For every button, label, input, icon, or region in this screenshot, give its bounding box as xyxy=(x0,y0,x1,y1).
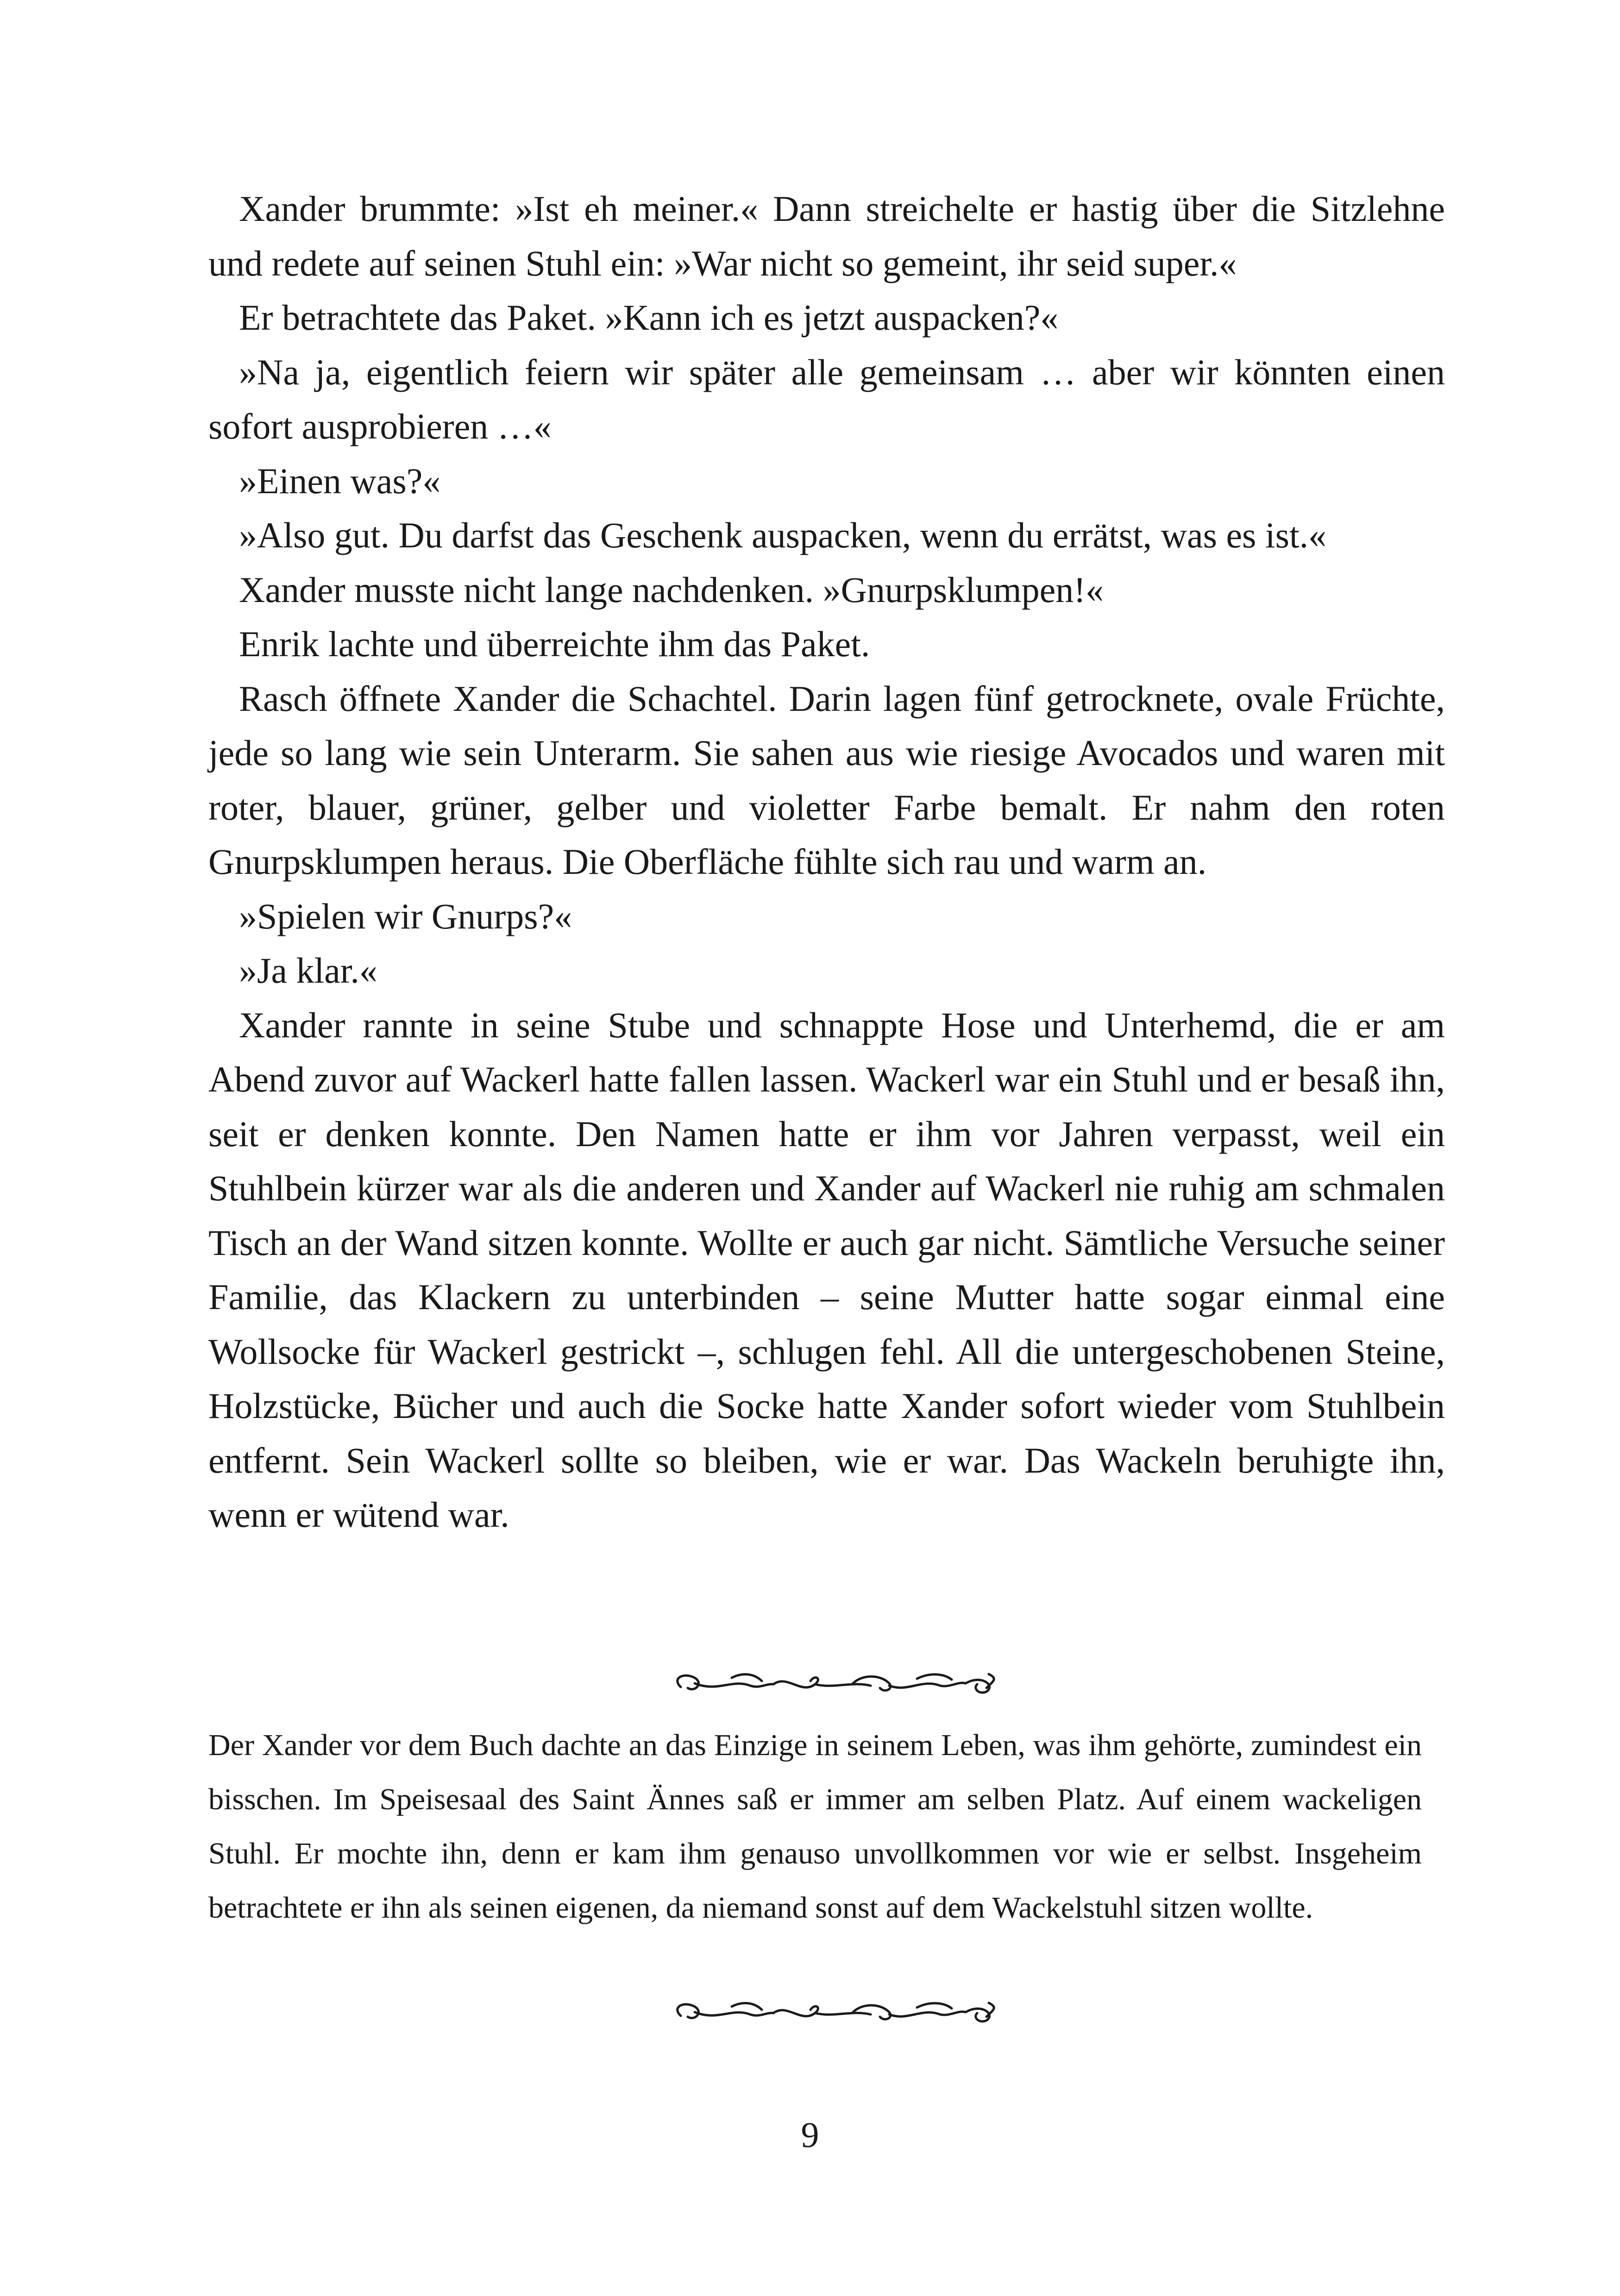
story-paragraph: Xander musste nicht lange nachdenken. »Gnurpsklumpen!« xyxy=(239,569,1104,610)
story-text xyxy=(208,182,1445,1542)
story-paragraph: »Also gut. Du darfst das Geschenk auspacken, wenn du errätst, was es ist.« xyxy=(239,515,1327,555)
story-paragraph: Xander rannte in seine Stube und schnappte Hose und Unterhemd, die er am Abend zuvor auf Wackerl hatte fallen lassen. Wackerl war ein Stuhl und er besaß ihn, seit er denken konnte. Den Namen hatte er ihm vor Jahren verpasst, weil ein Stuhlbein kürzer war als die anderen und Xander auf Wackerl nie ruhig am schmalen Tisch an der Wand sitzen konnte. Wollte er auch gar nicht. Sämtliche Versuche seiner Familie, das Klackern zu unterbinden – seine Mutter hatte sogar einmal eine Wollsocke für Wackerl gestrickt –, schlugen fehl. All die untergeschobenen Steine, Holzstücke, Bücher und auch die Socke hatte Xander sofort wieder vom Stuhlbein entfernt. Sein Wackerl sollte so bleiben, wie er war. Das Wackeln beruhigte ihn, wenn er wütend war. xyxy=(208,1004,1445,1535)
frame-story-text xyxy=(208,1718,1422,1935)
flourish-divider-icon xyxy=(662,1660,1005,1711)
story-paragraph: Enrik lachte und überreichte ihm das Paket. xyxy=(239,624,870,664)
story-paragraph: Rasch öffnete Xander die Schachtel. Darin lagen fünf getrocknete, ovale Früchte, jede so lang wie sein Unterarm. Sie sahen aus wie riesige Avocados und waren mit roter, blauer, grüner, gelber und violetter Farbe bemalt. Er nahm den roten Gnurpsklumpen heraus. Die Oberfläche fühlte sich rau und warm an. xyxy=(208,678,1445,882)
flourish-divider-icon xyxy=(662,1989,1005,2040)
story-paragraph: Xander brummte: »Ist eh meiner.« Dann streichelte er hastig über die Sitzlehne und redete auf seinen Stuhl ein: »War nicht so gemeint, ihr seid super.« xyxy=(208,188,1445,283)
page-number: 9 xyxy=(801,2114,819,2155)
frame-paragraph: Der Xander vor dem Buch dachte an das Einzige in seinem Leben, was ihm gehörte, zumindest ein bisschen. Im Speisesaal des Saint Ännes saß er immer am selben Platz. Auf einem wackeligen Stuhl. Er mochte ihn, denn er kam ihm genauso unvollkommen vor wie er selbst. Insgeheim betrachtete er ihn als seinen eigenen, da niemand sonst auf dem Wackelstuhl sitzen wollte. xyxy=(208,1728,1422,1925)
story-paragraph: Er betrachtete das Paket. »Kann ich es jetzt auspacken?« xyxy=(239,297,1059,338)
story-paragraph: »Na ja, eigentlich feiern wir später alle gemeinsam … aber wir könnten einen sofort ausprobieren …« xyxy=(208,351,1445,446)
story-paragraph: »Ja klar.« xyxy=(239,950,377,991)
story-paragraph: »Einen was?« xyxy=(239,460,441,501)
story-paragraph: »Spielen wir Gnurps?« xyxy=(239,896,572,936)
